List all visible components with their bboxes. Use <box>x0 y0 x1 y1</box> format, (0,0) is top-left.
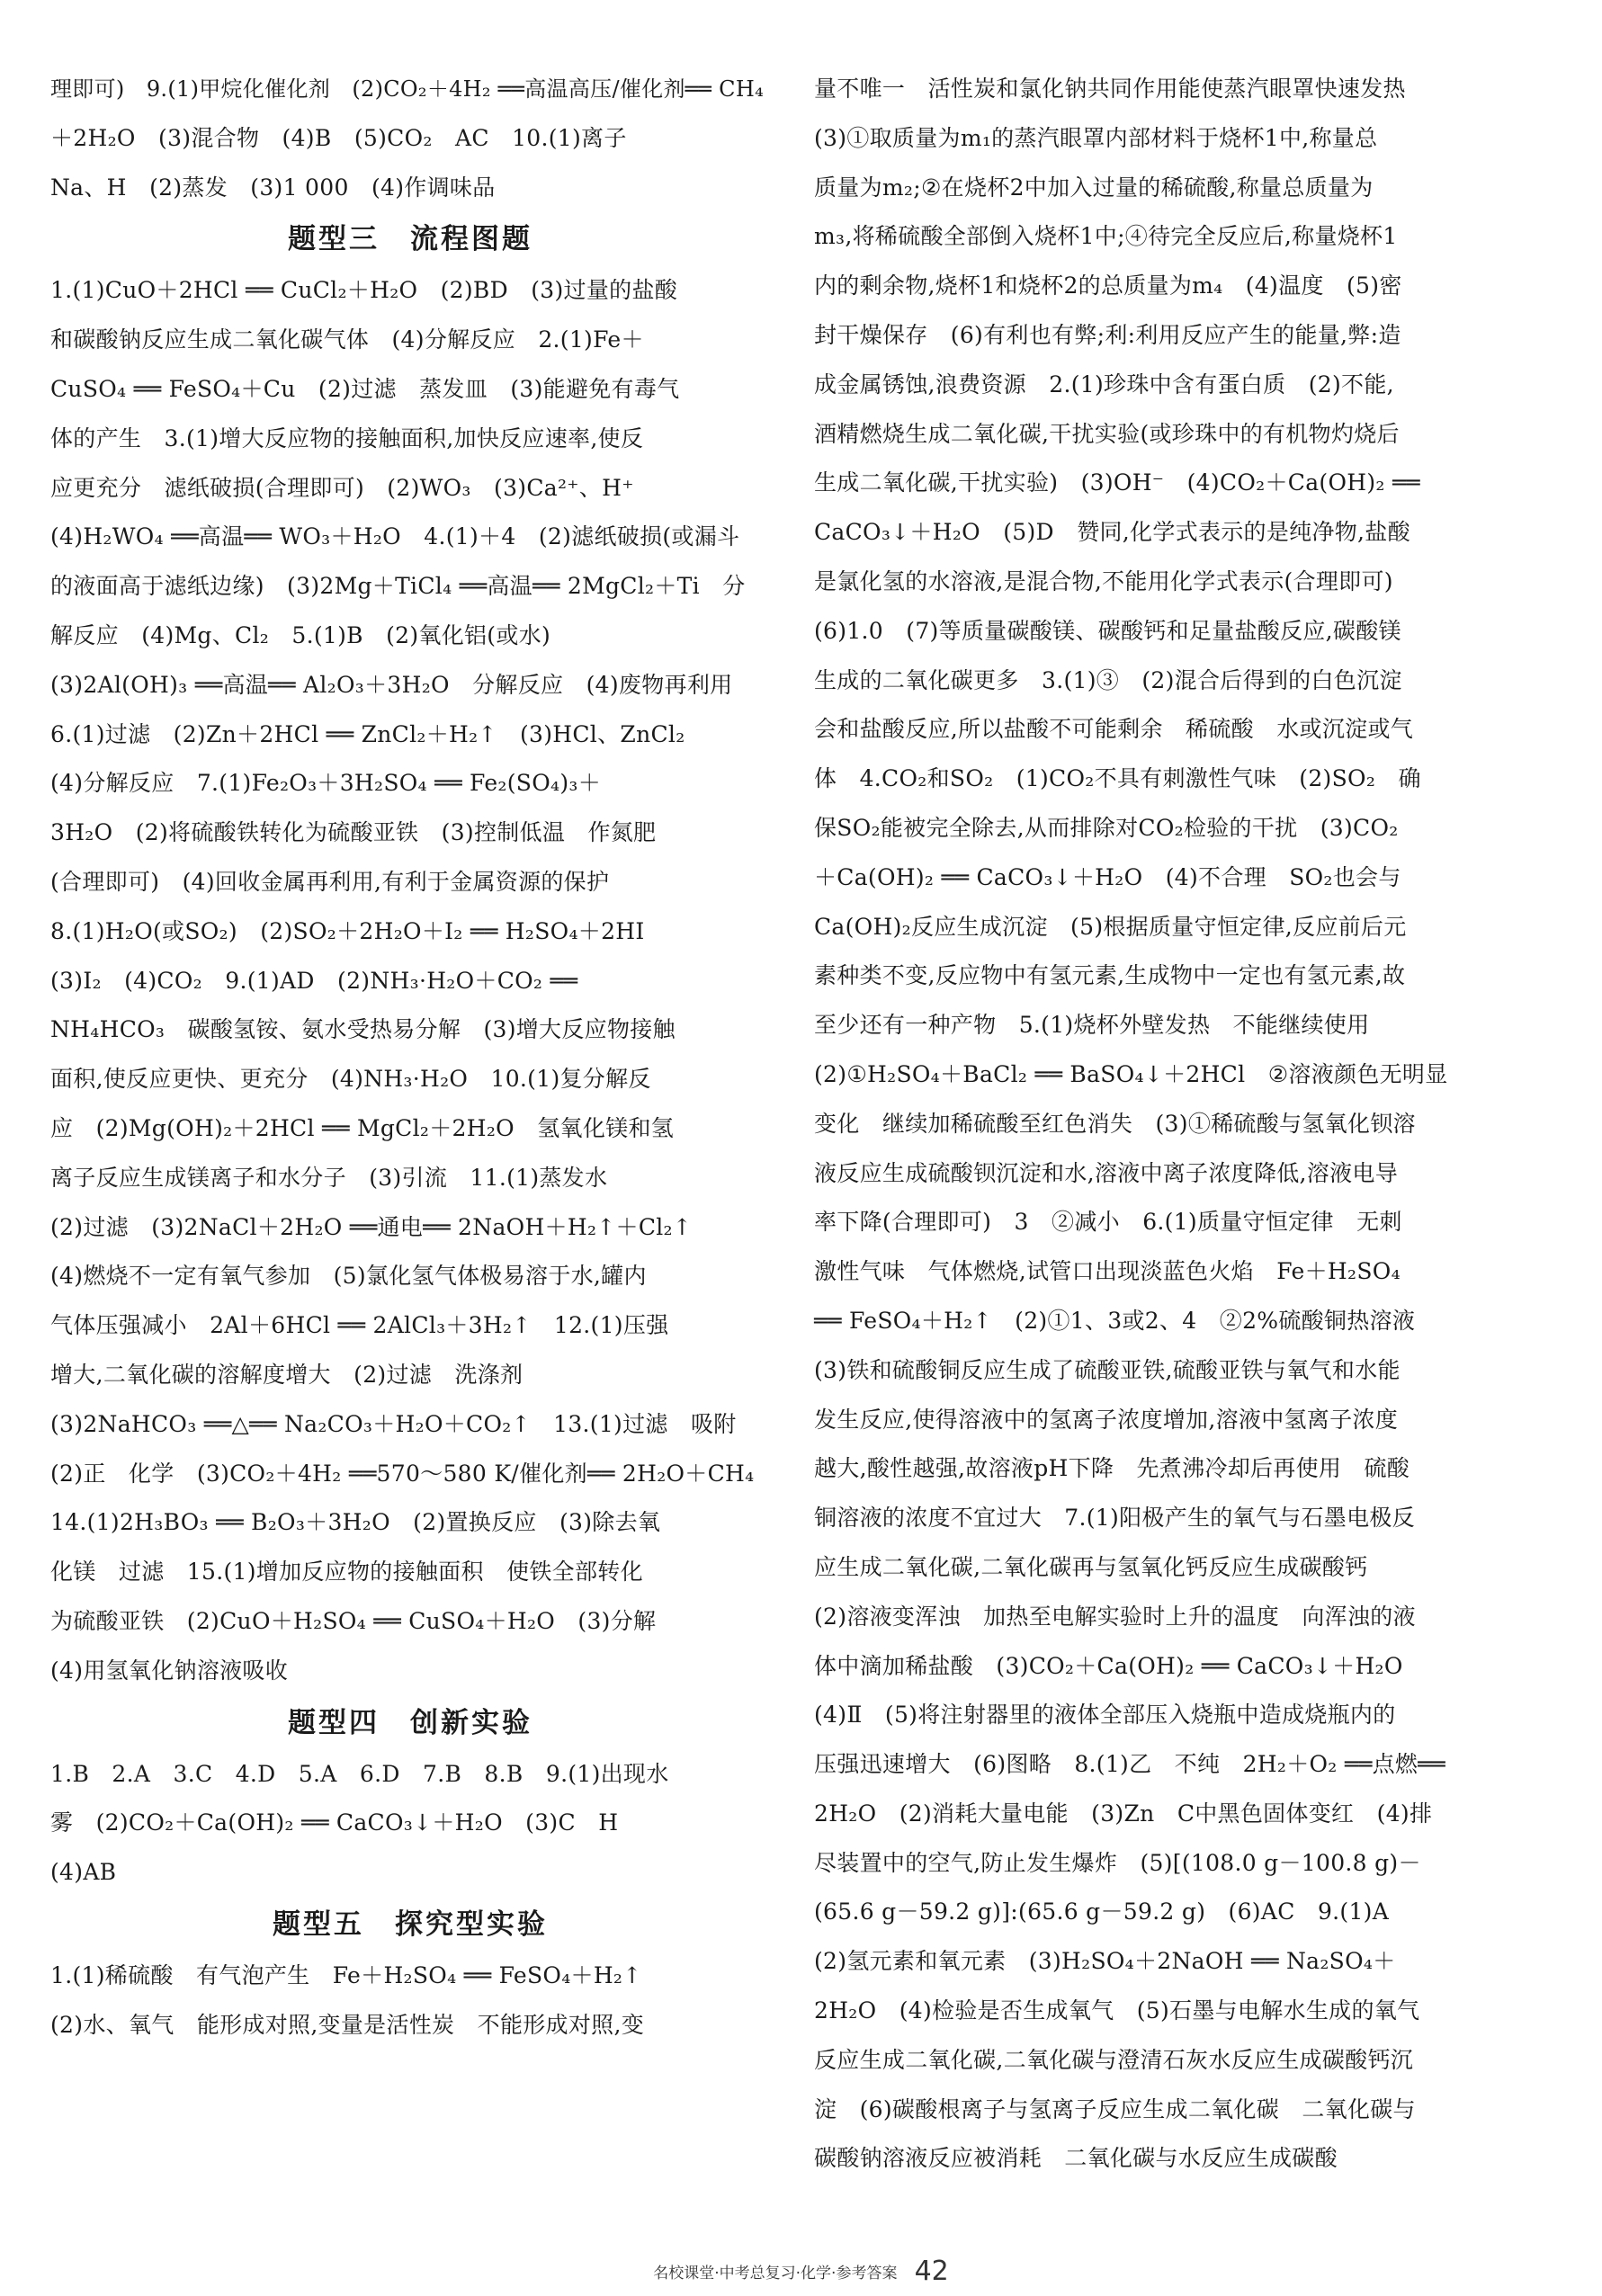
answer-line: 酒精燃烧生成二氧化碳,干扰实验(或珍珠中的有机物灼烧后 <box>814 420 1400 447</box>
answer-line: 压强迅速增大 (6)图略 8.(1)乙 不纯 2H₂＋O₂ ══点燃══ <box>814 1751 1445 1778</box>
page-footer <box>0 2256 1602 2287</box>
answer-line: 化镁 过滤 15.(1)增加反应物的接触面积 使铁全部转化 <box>50 1559 643 1586</box>
answer-line: 2H₂O (4)检验是否生成氧气 (5)石墨与电解水生成的氧气 <box>814 1997 1420 2024</box>
answer-line: 反应生成二氧化碳,二氧化碳与澄清石灰水反应生成碳酸钙沉 <box>814 2046 1414 2073</box>
answer-line: (3)①取质量为m₁的蒸汽眼罩内部材料于烧杯1中,称量总 <box>814 124 1378 151</box>
section-heading: 题型四 创新实验 <box>288 1706 533 1739</box>
answer-line: (3)2Al(OH)₃ ══高温══ Al₂O₃＋3H₂O 分解反应 (4)废物再利用 <box>50 671 733 698</box>
answer-line: (3)铁和硫酸铜反应生成了硫酸亚铁,硫酸亚铁与氧气和水能 <box>814 1356 1401 1383</box>
left-column <box>50 65 770 2050</box>
answer-line: (4)Ⅱ (5)将注射器里的液体全部压入烧瓶中造成烧瓶内的 <box>814 1702 1396 1729</box>
answer-line: ＋2H₂O (3)混合物 (4)B (5)CO₂ AC 10.(1)离子 <box>50 124 627 151</box>
answer-line: (3)2NaHCO₃ ══△══ Na₂CO₃＋H₂O＋CO₂↑ 13.(1)过滤 吸附 <box>50 1410 737 1437</box>
answer-line: 8.(1)H₂O(或SO₂) (2)SO₂＋2H₂O＋I₂ ══ H₂SO₄＋2HI <box>50 917 645 944</box>
answer-line: ＋Ca(OH)₂ ══ CaCO₃↓＋H₂O (4)不合理 SO₂也会与 <box>814 863 1401 890</box>
right-column <box>814 65 1543 2184</box>
answer-line: 体 4.CO₂和SO₂ (1)CO₂不具有刺激性气味 (2)SO₂ 确 <box>814 765 1421 792</box>
answer-line: 铜溶液的浓度不宜过大 7.(1)阳极产生的氧气与石墨电极反 <box>814 1505 1415 1532</box>
answer-line: 是氯化氢的水溶液,是混合物,不能用化学式表示(合理即可) <box>814 567 1393 594</box>
answer-line: 14.(1)2H₃BO₃ ══ B₂O₃＋3H₂O (2)置换反应 (3)除去氧 <box>50 1509 661 1536</box>
answer-line: (2)水、氧气 能形成对照,变量是活性炭 不能形成对照,变 <box>50 2011 645 2038</box>
section-heading: 题型三 流程图题 <box>288 223 533 256</box>
answer-line: 内的剩余物,烧杯1和烧杯2的总质量为m₄ (4)温度 (5)密 <box>814 272 1402 299</box>
answer-line: 1.B 2.A 3.C 4.D 5.A 6.D 7.B 8.B 9.(1)出现水 <box>50 1760 669 1787</box>
answer-line: (2)正 化学 (3)CO₂＋4H₂ ══570～580 K/催化剂══ 2H₂O＋CH₄ <box>50 1460 755 1487</box>
answer-line: (4)AB <box>50 1859 117 1886</box>
answer-line: (4)燃烧不一定有氧气参加 (5)氯化氢气体极易溶于水,罐内 <box>50 1263 647 1290</box>
answer-line: 气体压强减小 2Al＋6HCl ══ 2AlCl₃＋3H₂↑ 12.(1)压强 <box>50 1312 669 1339</box>
answer-line: 和碳酸钠反应生成二氧化碳气体 (4)分解反应 2.(1)Fe＋ <box>50 326 644 353</box>
answer-line: (4)H₂WO₄ ══高温══ WO₃＋H₂O 4.(1)＋4 (2)滤纸破损(或漏斗 <box>50 523 740 550</box>
answer-line: 淀 (6)碳酸根离子与氢离子反应生成二氧化碳 二氧化碳与 <box>814 2095 1416 2122</box>
answer-line: (2)溶液变浑浊 加热至电解实验时上升的温度 向浑浊的液 <box>814 1603 1416 1630</box>
answer-line: NH₄HCO₃ 碳酸氢铵、氨水受热易分解 (3)增大反应物接触 <box>50 1016 676 1043</box>
answer-line: 封干燥保存 (6)有利也有弊;利:利用反应产生的能量,弊:造 <box>814 321 1401 348</box>
answer-line: 质量为m₂;②在烧杯2中加入过量的稀硫酸,称量总质量为 <box>814 174 1374 201</box>
answer-line: 尽装置中的空气,防止发生爆炸 (5)[(108.0 g－100.8 g)－ <box>814 1849 1421 1876</box>
answer-line: (2)过滤 (3)2NaCl＋2H₂O ══通电══ 2NaOH＋H₂↑＋Cl₂↑ <box>50 1213 693 1240</box>
answer-line: 保SO₂能被完全除去,从而排除对CO₂检验的干扰 (3)CO₂ <box>814 814 1399 841</box>
answer-line: 应生成二氧化碳,二氧化碳再与氢氧化钙反应生成碳酸钙 <box>814 1553 1368 1580</box>
section-heading: 题型五 探究型实验 <box>273 1907 548 1941</box>
answer-line: (4)用氢氧化钠溶液吸收 <box>50 1657 289 1684</box>
answer-line: 雾 (2)CO₂＋Ca(OH)₂ ══ CaCO₃↓＋H₂O (3)C H <box>50 1809 619 1836</box>
answer-line: 离子反应生成镁离子和水分子 (3)引流 11.(1)蒸发水 <box>50 1164 608 1191</box>
answer-line: 应 (2)Mg(OH)₂＋2HCl ══ MgCl₂＋2H₂O 氢氧化镁和氢 <box>50 1114 675 1141</box>
answer-line: 发生反应,使得溶液中的氢离子浓度增加,溶液中氢离子浓度 <box>814 1406 1398 1433</box>
answer-line: 6.(1)过滤 (2)Zn＋2HCl ══ ZnCl₂＋H₂↑ (3)HCl、ZnCl₂ <box>50 720 685 747</box>
answer-line: 1.(1)CuO＋2HCl ══ CuCl₂＋H₂O (2)BD (3)过量的盐酸 <box>50 277 678 304</box>
answer-line: 为硫酸亚铁 (2)CuO＋H₂SO₄ ══ CuSO₄＋H₂O (3)分解 <box>50 1607 657 1634</box>
answer-line: 生成的二氧化碳更多 3.(1)③ (2)混合后得到的白色沉淀 <box>814 666 1402 693</box>
answer-line: ══ FeSO₄＋H₂↑ (2)①1、3或2、4 ②2%硫酸铜热溶液 <box>814 1307 1416 1334</box>
answer-line: 会和盐酸反应,所以盐酸不可能剩余 稀硫酸 水或沉淀或气 <box>814 716 1414 743</box>
answer-line: 理即可) 9.(1)甲烷化催化剂 (2)CO₂＋4H₂ ══高温高压/催化剂══ CH₄ <box>50 76 764 102</box>
answer-line: 增大,二氧化碳的溶解度增大 (2)过滤 洗涤剂 <box>50 1361 524 1388</box>
footer-title: 名校课堂·中考总复习·化学·参考答案 <box>653 2265 898 2283</box>
answer-line: 至少还有一种产物 5.(1)烧杯外壁发热 不能继续使用 <box>814 1012 1370 1039</box>
answer-line: CaCO₃↓＋H₂O (5)D 赞同,化学式表示的是纯净物,盐酸 <box>814 519 1410 546</box>
answer-line: 解反应 (4)Mg、Cl₂ 5.(1)B (2)氧化铝(或水) <box>50 621 551 648</box>
answer-line: 应更充分 滤纸破损(合理即可) (2)WO₃ (3)Ca²⁺、H⁺ <box>50 474 634 501</box>
answer-line: 2H₂O (2)消耗大量电能 (3)Zn C中黑色固体变红 (4)排 <box>814 1800 1433 1827</box>
answer-line: 越大,酸性越强,故溶液pH下降 先煮沸冷却后再使用 硫酸 <box>814 1455 1410 1482</box>
answer-line: 率下降(合理即可) 3 ②减小 6.(1)质量守恒定律 无刺 <box>814 1209 1402 1236</box>
answer-line: (4)分解反应 7.(1)Fe₂O₃＋3H₂SO₄ ══ Fe₂(SO₄)₃＋ <box>50 770 602 797</box>
answer-line: 体的产生 3.(1)增大反应物的接触面积,加快反应速率,使反 <box>50 424 644 451</box>
answer-line: (6)1.0 (7)等质量碳酸镁、碳酸钙和足量盐酸反应,碳酸镁 <box>814 617 1401 644</box>
answer-line: (合理即可) (4)回收金属再利用,有利于金属资源的保护 <box>50 868 610 895</box>
answer-line: Ca(OH)₂反应生成沉淀 (5)根据质量守恒定律,反应前后元 <box>814 913 1407 940</box>
answer-line: 碳酸钠溶液反应被消耗 二氧化碳与水反应生成碳酸 <box>814 2145 1338 2172</box>
answer-line: 激性气味 气体燃烧,试管口出现淡蓝色火焰 Fe＋H₂SO₄ <box>814 1258 1401 1285</box>
answer-line: m₃,将稀硫酸全部倒入烧杯1中;④待完全反应后,称量烧杯1 <box>814 223 1398 250</box>
answer-line: (3)I₂ (4)CO₂ 9.(1)AD (2)NH₃·H₂O＋CO₂ ══ <box>50 967 578 994</box>
answer-line: 成金属锈蚀,浪费资源 2.(1)珍珠中含有蛋白质 (2)不能, <box>814 371 1394 398</box>
answer-line: (2)氢元素和氧元素 (3)H₂SO₄＋2NaOH ══ Na₂SO₄＋ <box>814 1948 1396 1975</box>
answer-line: (65.6 g－59.2 g)]:(65.6 g－59.2 g) (6)AC 9.(1)A <box>814 1898 1390 1925</box>
answer-line: 面积,使反应更快、更充分 (4)NH₃·H₂O 10.(1)复分解反 <box>50 1066 651 1093</box>
answer-line: Na、H (2)蒸发 (3)1 000 (4)作调味品 <box>50 174 496 201</box>
page-number: 42 <box>914 2256 949 2287</box>
answer-line: 的液面高于滤纸边缘) (3)2Mg＋TiCl₄ ══高温══ 2MgCl₂＋Ti 分 <box>50 573 746 600</box>
answer-line: 1.(1)稀硫酸 有气泡产生 Fe＋H₂SO₄ ══ FeSO₄＋H₂↑ <box>50 1961 642 1988</box>
answer-line: 量不唯一 活性炭和氯化钠共同作用能使蒸汽眼罩快速发热 <box>814 76 1406 102</box>
answer-line: CuSO₄ ══ FeSO₄＋Cu (2)过滤 蒸发皿 (3)能避免有毒气 <box>50 375 680 402</box>
answer-line: 体中滴加稀盐酸 (3)CO₂＋Ca(OH)₂ ══ CaCO₃↓＋H₂O <box>814 1652 1403 1679</box>
answer-line: 变化 继续加稀硫酸至红色消失 (3)①稀硫酸与氢氧化钡溶 <box>814 1110 1416 1137</box>
answer-line: 生成二氧化碳,干扰实验) (3)OH⁻ (4)CO₂＋Ca(OH)₂ ══ <box>814 469 1420 496</box>
answer-line: 素种类不变,反应物中有氢元素,生成物中一定也有氢元素,故 <box>814 962 1406 989</box>
answer-line: 3H₂O (2)将硫酸铁转化为硫酸亚铁 (3)控制低温 作氮肥 <box>50 819 657 846</box>
answer-line: (2)①H₂SO₄＋BaCl₂ ══ BaSO₄↓＋2HCl ②溶液颜色无明显 <box>814 1060 1448 1087</box>
answer-line: 液反应生成硫酸钡沉淀和水,溶液中离子浓度降低,溶液电导 <box>814 1159 1398 1186</box>
